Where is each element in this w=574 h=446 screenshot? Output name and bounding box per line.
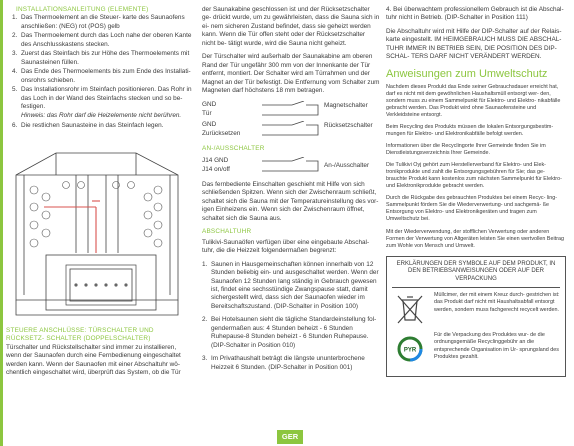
list-item: 4. Das Ende des Thermoelements bis zum Ende des Installati- onsrohrs schieben. bbox=[12, 68, 191, 84]
pyr-text: PYR bbox=[403, 347, 417, 354]
wire-label: Tür bbox=[202, 109, 212, 117]
symbols-box bbox=[386, 256, 566, 378]
wire-label: GND bbox=[202, 100, 217, 108]
list-item: Hinweis: das Rohr darf die Heizelemente nicht berühren. bbox=[21, 112, 182, 120]
symbol-text: Für die Verpackung des Produktes wur- de die ordnungsgemäße Recyclinggebühr an die entsprechende Organisation im Ur- sprungsland des Produktes gezahlt. bbox=[434, 332, 559, 360]
section-heading-door-switch: STEUERE ANSCHLÜSSE: TÜRSCHALTER UND RÜCKSETZ- SCHALTER (DOPPELSCHALTER) bbox=[6, 326, 154, 343]
list-item: 1. Saunen in Hausgemeinschaften können innerhalb von 12 Stunden beliebig ein- und ausgeschaltet werden. Wenn der Saunaofen 12 Stunden lang ständig in Gebrauch gewesen ist, findet eine sechsstündige Zwangspause statt, damit sichergestellt wird, dass sich der Saunaofen wieder im Bereitschaftszustand. (DIP-Schalter in Position 100) bbox=[202, 260, 379, 310]
column-right bbox=[386, 6, 566, 381]
paragraph: Die Abschaltuhr wird mit Hilfe der DIP-Schalter auf der Relais- karte eingestellt. IM HEIMGEBRAUCH MUSS DIE ABSCHAL- TUHR IMMER IN BETRIEB SEIN, DIE POSITION DES DIP-SCHAL- TERS DARF NICHT VERÄNDERT WERDEN. bbox=[386, 27, 562, 61]
wire-label: Zurücksetzen bbox=[202, 129, 241, 137]
section-heading-onoff: AN-/AUSSCHALTER bbox=[202, 144, 265, 152]
magnet-switch-label: Magnetschalter bbox=[324, 101, 368, 109]
reset-switch-label: Rücksetzschalter bbox=[324, 121, 373, 129]
paragraph: Informationen über die Recyclingorte Ihrer Gemeinde finden Sie im Dienstleistungsverzeichnis Ihrer Gemeinde. bbox=[386, 143, 546, 157]
paragraph: Nachdem dieses Produkt das Ende seiner Gebrauchsdauer erreicht hat, darf es nicht mit dem gewöhnlichen Haushaltsmüll entsorgt wer- den, sondern muss zu einem Sammelpunkt für Elektro- und Elektro- nikabfälle gebracht werden. Das Produkt wird ohne Saunaofensteine und Verkleidsteine entsorgt. bbox=[386, 84, 561, 119]
language-badge: GER bbox=[277, 430, 303, 444]
wire-label: GND bbox=[202, 120, 217, 128]
door-switch-text: Türschalter und Rückstellschalter sind immer zu installieren, wenn der Saunaofen durch eine Fernbedienung eingeschaltet werden kann. Wenn der Saunaofen mit einer Abschaltuhr wö- chentlich eingeschaltet wird, überprüft das System, ob die Tür bbox=[6, 343, 181, 377]
wiring-diagram-door bbox=[202, 101, 380, 139]
paragraph: Das fernbediente Einschalten geschieht mit Hilfe von sich schließenden Spitzen. Wenn sich der Zwischenraum schließt, schaltet sich die Sauna mit der Temperatureinstellung des vor- igen Einheizens ein. Wenn sich der Zwischenraum öffnet, schaltet sich die Sauna aus. bbox=[202, 180, 379, 222]
sauna-heater-illustration bbox=[6, 135, 192, 321]
paragraph: Tulikivi-Saunaöfen verfügen über eine eingebaute Abschal- tuhr, die die Heizzeit folgendermaßen begrenzt: bbox=[202, 238, 370, 255]
column-middle bbox=[202, 6, 380, 373]
installation-steps bbox=[12, 14, 192, 130]
section-heading-installation: INSTALLATIONSANLEITUNG (ELEMENTE) bbox=[16, 6, 149, 13]
pyr-recycling-icon bbox=[392, 332, 428, 366]
paragraph: Beim Recycling des Produkts müssen die lokalen Entsorgungsbestim- mungen für Elektro- und Elektronikabfälle befolgt werden. bbox=[386, 124, 554, 138]
symbols-heading: ERKLÄRUNGEN DER SYMBOLE AUF DEM PRODUKT, IN DEN BETRIEBSANWEISUNGEN ODER AUF DER VERPACKUNG bbox=[392, 261, 560, 289]
timer-list bbox=[202, 261, 380, 372]
list-item: 6. Die restlichen Saunasteine in das Steinfach legen. bbox=[12, 121, 164, 129]
section-heading-environment: Anweisungen zum Umweltschutz bbox=[386, 67, 548, 80]
paragraph: Durch die Rückgabe des gebrauchten Produktes bei einem Recyc- ling-Sammelpunkt fördern Sie die Wiederverwertung- und sachgemä- ße Entsorgung von Elektro- und Elektronikgeräten und tragen zum Umweltschutz bei. bbox=[386, 195, 558, 223]
list-item: 2. Bei Hotelsaunen sieht die tägliche Standardeinstellung fol- gendermaßen aus: 4 Stunden beheizt - 6 Stunden Ruhepause-8 Stunden beheizt - 6 Stunden Ruhepause. (DIP-Schalter in Position 010) bbox=[202, 316, 377, 349]
symbol-text: Müllcimer, der mit einem Kreuz durch- gestrichen ist: das Produkt darf nicht mit Haushaltsabfall entsorgt werden, sondern muss fachgerecht recycelt werden. bbox=[434, 292, 560, 313]
wire-label: J14 on/off bbox=[202, 165, 230, 173]
list-item: 3. Zuerst das Steinfach bis zur Höhe des Thermoelements mit Saunasteinen füllen. bbox=[12, 50, 190, 66]
paragraph: Mit der Wiederverwendung, der stofflichen Verwertung oder anderen Formen der Verwertung von Altgeräten leisten Sie einen wertvollen Beitrag zum Wohle von Mensch und Umwelt. bbox=[386, 228, 564, 249]
list-item: 1. Das Thermoelement an die Steuer- karte des Saunaofens anschließen: (NEG) rot (POS) gelb bbox=[12, 14, 185, 30]
symbol-row bbox=[392, 292, 560, 326]
paragraph: der Saunakabine geschlossen ist und der Rücksetzschalter ge- drückt wurde, um zu gewährleisten, dass die Sauna sich in ei- nem sicheren Zustand befindet, dass sie geheizt werden kann. Wenn die Tür offen steht oder der Rücksetzschalter nicht be- tätigt wurde, wird die Sauna nicht geheizt. bbox=[202, 6, 380, 47]
wiring-diagram-onoff bbox=[202, 157, 380, 175]
left-accent-bar bbox=[0, 0, 3, 446]
section-heading-timer: ABSCHALTUHR bbox=[202, 228, 252, 236]
paragraph: Die Tulikivi Oyj gehört zum Herstellerverband für Elektro- und Elek- tronikprodukte und zahlt die Entsorgungsgebühren für Sie; das ge- brauchte Produkt kann kostenlos zum nächsten Sammelpunkt für Elektro- und Elektronikprodukte gebracht werden. bbox=[386, 162, 562, 190]
list-item: 5. Das Installationsrohr im Steinfach positionieren. Das Rohr in das Loch in der Wand des Steinfachs stecken und so be- festigen. bbox=[12, 86, 192, 110]
crossed-bin-icon bbox=[392, 292, 428, 326]
list-item: 2. Das Thermoelement durch das Loch nahe der oberen Kante des Anschlusskastens stecken. bbox=[12, 32, 192, 48]
list-item: 3. Im Privathaushalt beträgt die längste ununterbrochene Heizzeit 6 Stunden. (DIP-Schalter in Position 001) bbox=[202, 355, 365, 371]
wire-label: J14 GND bbox=[202, 156, 229, 164]
paragraph: 4. Bei überwachtem professionellem Gebrauch ist die Abschal- tuhr nicht in Betrieb. (DIP-Schalter in Position 111) bbox=[386, 6, 564, 22]
column-left bbox=[6, 6, 192, 383]
paragraph: Der Türschalter wird außerhalb der Saunakabine am oberen Rand der Tür ungefähr 300 mm von der Innenkante der Tür entfernt, montiert. Der Schalter wird am Türrahmen und der Magnet an der Tür befestigt. Die Entfernung vom Schalter zum Magneten darf höchstens 18 mm betragen. bbox=[202, 53, 380, 95]
symbol-row bbox=[392, 332, 560, 366]
onoff-switch-label: An-/Ausschalter bbox=[324, 161, 370, 169]
